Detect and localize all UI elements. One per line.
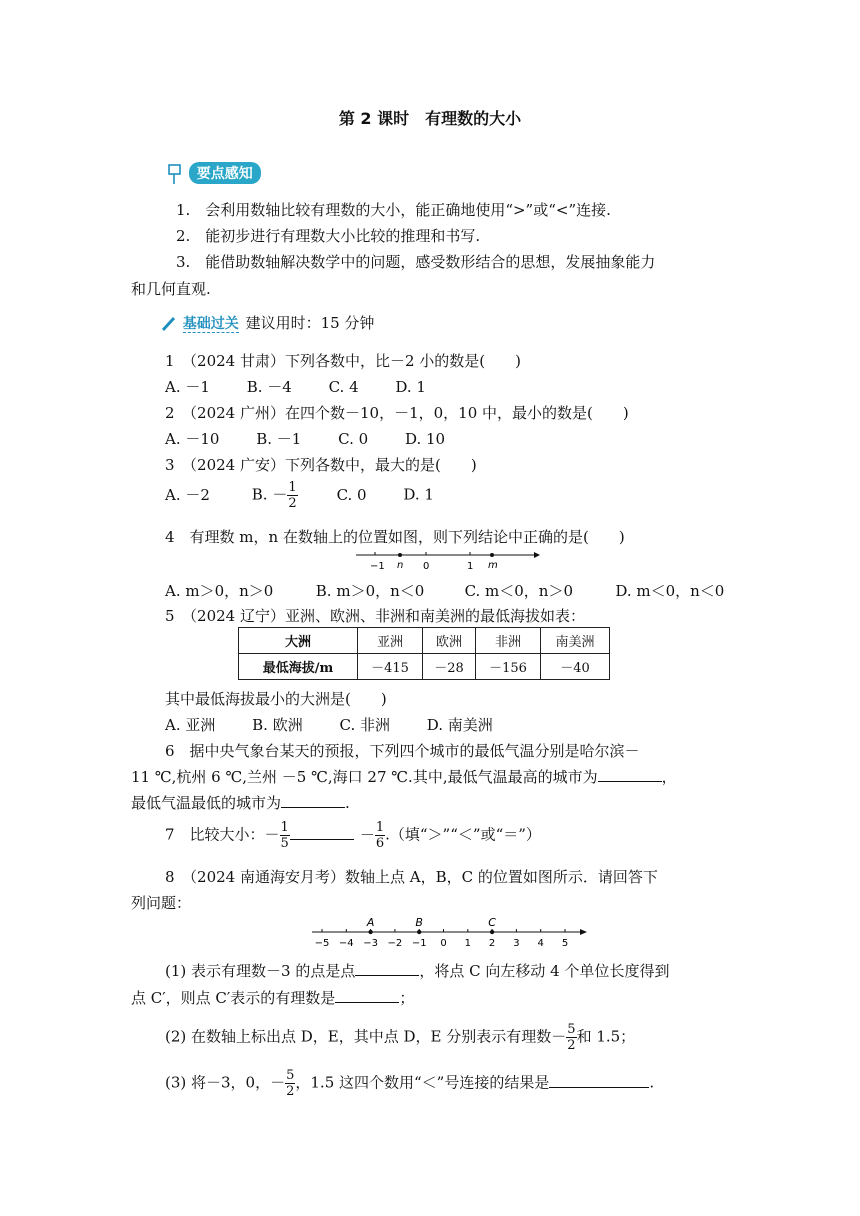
q5-question: 其中最低海拔最小的大洲是( ) <box>165 690 387 708</box>
q3-options <box>165 480 434 511</box>
q8-axis-tick-label: −4 <box>338 938 354 949</box>
q8-line2: 列问题： <box>131 894 192 912</box>
q8-part1-line1 <box>165 960 669 981</box>
section-key-points-header <box>166 162 261 185</box>
q8-part1-text-3: 点 C′，则点 C′表示的有理数是 <box>131 989 336 1007</box>
q2-option-d: D. 10 <box>404 430 446 448</box>
q7-line <box>165 820 541 851</box>
q3-option-b <box>252 480 332 511</box>
q8-part1-text-2: ，将点 C 向左移动 4 个单位长度得到 <box>419 962 670 980</box>
q7-prefix: 7 比较大小：－ <box>165 825 280 844</box>
q8-answer-blank-3[interactable] <box>549 1073 649 1088</box>
q8-part3-end: . <box>649 1073 655 1092</box>
table-row <box>239 654 610 680</box>
q8-axis-tick-label: −5 <box>314 938 330 949</box>
table-header-cell: 亚洲 <box>358 628 423 654</box>
q8-part2-text-2: 和 1.5； <box>576 1027 636 1046</box>
q8-part2-numerator: 5 <box>567 1022 576 1037</box>
q4-number-line <box>352 548 542 572</box>
q3-option-b-label: B. － <box>251 485 288 504</box>
q8-answer-blank-1[interactable] <box>355 961 419 976</box>
q8-axis-tick-label: 2 <box>488 938 496 949</box>
q8-point-a <box>368 930 372 934</box>
pin-icon <box>166 163 184 185</box>
objective-3-cont: 和几何直观. <box>131 280 211 298</box>
q8-part2-denominator: 2 <box>567 1038 576 1053</box>
q7-fraction-2 <box>375 820 385 851</box>
q8-axis-tick-label: 5 <box>561 938 569 949</box>
q3-option-c: C. 0 <box>336 485 367 504</box>
page-title: 第 2 课时 有理数的大小 <box>338 109 522 128</box>
q3-b-numerator: 1 <box>288 480 297 495</box>
objective-2: 2. 能初步进行有理数大小比较的推理和书写. <box>176 227 481 245</box>
q7-suffix: .（填“＞”“＜”或“＝”） <box>385 825 541 844</box>
q1-options <box>165 376 458 397</box>
q6-answer-blank-1[interactable] <box>598 767 662 782</box>
table-cell: －28 <box>423 654 476 680</box>
q2-option-c: C. 0 <box>338 430 369 448</box>
q8-part2-fraction <box>566 1022 576 1053</box>
q2-option-b: B. －1 <box>256 430 302 448</box>
q8-point-c <box>490 930 494 934</box>
q8-part3-fraction <box>285 1068 295 1099</box>
q5-stem: 5 （2024 辽宁）亚洲、欧洲、非洲和南美洲的最低海拔如表： <box>165 607 585 625</box>
q4-label-0: 0 <box>423 561 430 572</box>
objective-3: 3. 能借助数轴解决数学中的问题，感受数形结合的思想，发展抽象能力 <box>176 253 656 271</box>
q6-line1: 6 据中央气象台某天的预报，下列四个城市的最低气温分别是哈尔滨－ <box>165 742 640 760</box>
q6-line3-text: 最低气温最低的城市为 <box>131 794 282 812</box>
q6-line2: 11 ℃,杭州 6 ℃,兰州 －5 ℃,海口 27 ℃.其中,最低气温最高的城市为 ， <box>131 768 677 786</box>
q4-point-n <box>398 553 402 557</box>
q7-denominator-2: 6 <box>375 836 385 851</box>
q8-part3-text-2: ，1.5 这四个数用“＜”号连接的结果是 <box>295 1073 550 1092</box>
q7-fraction-1 <box>280 820 290 851</box>
q8-point-label-b: B <box>415 916 423 929</box>
q7-denominator-1: 5 <box>280 836 289 851</box>
objective-1: 1. 会利用数轴比较有理数的大小，能正确地使用“>”或“<”连接. <box>176 201 611 219</box>
q3-b-denominator: 2 <box>288 496 297 511</box>
table-header-cell: 非洲 <box>476 628 541 654</box>
q8-point-label-c: C <box>488 916 496 929</box>
table-cell: 最低海拔/m <box>239 654 358 680</box>
q2-options <box>165 428 477 449</box>
q3-option-a: A. －2 <box>165 485 210 504</box>
q4-option-b: B. m＞0，n＜0 <box>315 582 425 600</box>
table-header-cell: 大洲 <box>239 628 358 654</box>
q8-part3-numerator: 5 <box>286 1068 295 1083</box>
q8-part3-text: (3) 将－3，0，－ <box>165 1073 286 1092</box>
q8-axis-tick-label: −2 <box>387 938 403 949</box>
q4-option-c: C. m＜0，n＞0 <box>464 582 574 600</box>
q4-options <box>165 580 724 601</box>
q4-label-1: 1 <box>467 561 474 572</box>
basic-badge: 基础过关 <box>182 316 239 332</box>
q6-answer-blank-2[interactable] <box>281 793 345 808</box>
q4-label-m: m <box>488 560 498 571</box>
q3-stem: 3 （2024 广安）下列各数中，最大的是( ) <box>165 456 477 474</box>
table-cell: －40 <box>541 654 610 680</box>
key-points-badge: 要点感知 <box>189 162 261 184</box>
q5-option-c: C. 非洲 <box>339 716 390 734</box>
q1-option-d: D. 1 <box>395 378 426 396</box>
q5-option-b: B. 欧洲 <box>252 716 303 734</box>
q2-option-a: A. －10 <box>165 430 220 448</box>
q7-numerator-1: 1 <box>280 820 289 835</box>
q1-option-b: B. －4 <box>246 378 292 396</box>
table-header-cell: 南美洲 <box>541 628 610 654</box>
q4-option-d: D. m＜0，n＜0 <box>615 582 725 600</box>
q7-minus: － <box>359 825 375 844</box>
q6-line2-text: 11 ℃,杭州 6 ℃,兰州 －5 ℃,海口 27 ℃.其中,最低气温最高的城市为 <box>131 768 598 786</box>
q8-answer-blank-2[interactable] <box>335 988 399 1003</box>
q4-stem: 4 有理数 m，n 在数轴上的位置如图，则下列结论中正确的是( ) <box>165 528 625 546</box>
section-basic-header <box>160 312 374 333</box>
q8-axis-tick-label: 4 <box>537 938 544 949</box>
q8-part1-end: ； <box>399 989 415 1007</box>
q6-line3-end: . <box>345 794 350 812</box>
q8-axis-tick-label: −1 <box>411 938 427 949</box>
q8-number-line <box>308 912 590 952</box>
q2-stem: 2 （2024 广州）在四个数－10，－1，0，10 中，最小的数是( ) <box>165 404 629 422</box>
q8-axis-tick-label: 3 <box>513 938 520 949</box>
q4-label-n: n <box>397 560 404 571</box>
q8-part2 <box>165 1022 635 1053</box>
q5-options <box>165 714 525 735</box>
table-header-row <box>239 628 610 654</box>
q1-option-a: A. －1 <box>165 378 210 396</box>
table-cell: －415 <box>358 654 423 680</box>
q8-axis-tick-label: 0 <box>440 938 447 949</box>
q7-numerator-2: 1 <box>375 820 385 835</box>
q6-line3 <box>131 792 350 813</box>
table-cell: －156 <box>476 654 541 680</box>
q4-label-neg1: −1 <box>370 561 385 572</box>
q8-part1-text: (1) 表示有理数－3 的点是点 <box>165 962 356 980</box>
q8-point-b <box>417 930 421 934</box>
q3-option-b-fraction <box>287 480 297 511</box>
q8-line1: 8 （2024 南通海安月考）数轴上点 A，B，C 的位置如图所示．请回答下 <box>165 868 658 886</box>
q1-stem: 1 （2024 甘肃）下列各数中，比－2 小的数是( ) <box>165 352 522 370</box>
q8-axis-tick-label: −3 <box>363 938 378 949</box>
table-header-cell: 欧洲 <box>423 628 476 654</box>
q5-option-a: A. 亚洲 <box>165 716 216 734</box>
q4-option-a: A. m＞0，n＞0 <box>165 582 274 600</box>
suggested-time: 建议用时：15 分钟 <box>245 314 375 332</box>
q8-part1-line2 <box>131 987 414 1008</box>
q7-answer-blank[interactable] <box>290 825 354 840</box>
q8-point-label-a: A <box>366 916 375 929</box>
q3-option-d: D. 1 <box>403 485 434 504</box>
q1-option-c: C. 4 <box>328 378 359 396</box>
q8-part3 <box>165 1068 654 1099</box>
q8-axis-tick-label: 1 <box>464 938 471 949</box>
altitude-table <box>238 627 610 680</box>
pencil-icon <box>160 315 178 333</box>
q8-part2-text: (2) 在数轴上标出点 D，E，其中点 D，E 分别表示有理数－ <box>165 1027 567 1046</box>
q4-point-m <box>490 553 494 557</box>
q5-option-d: D. 南美洲 <box>426 716 493 734</box>
q8-part3-denominator: 2 <box>286 1084 295 1099</box>
